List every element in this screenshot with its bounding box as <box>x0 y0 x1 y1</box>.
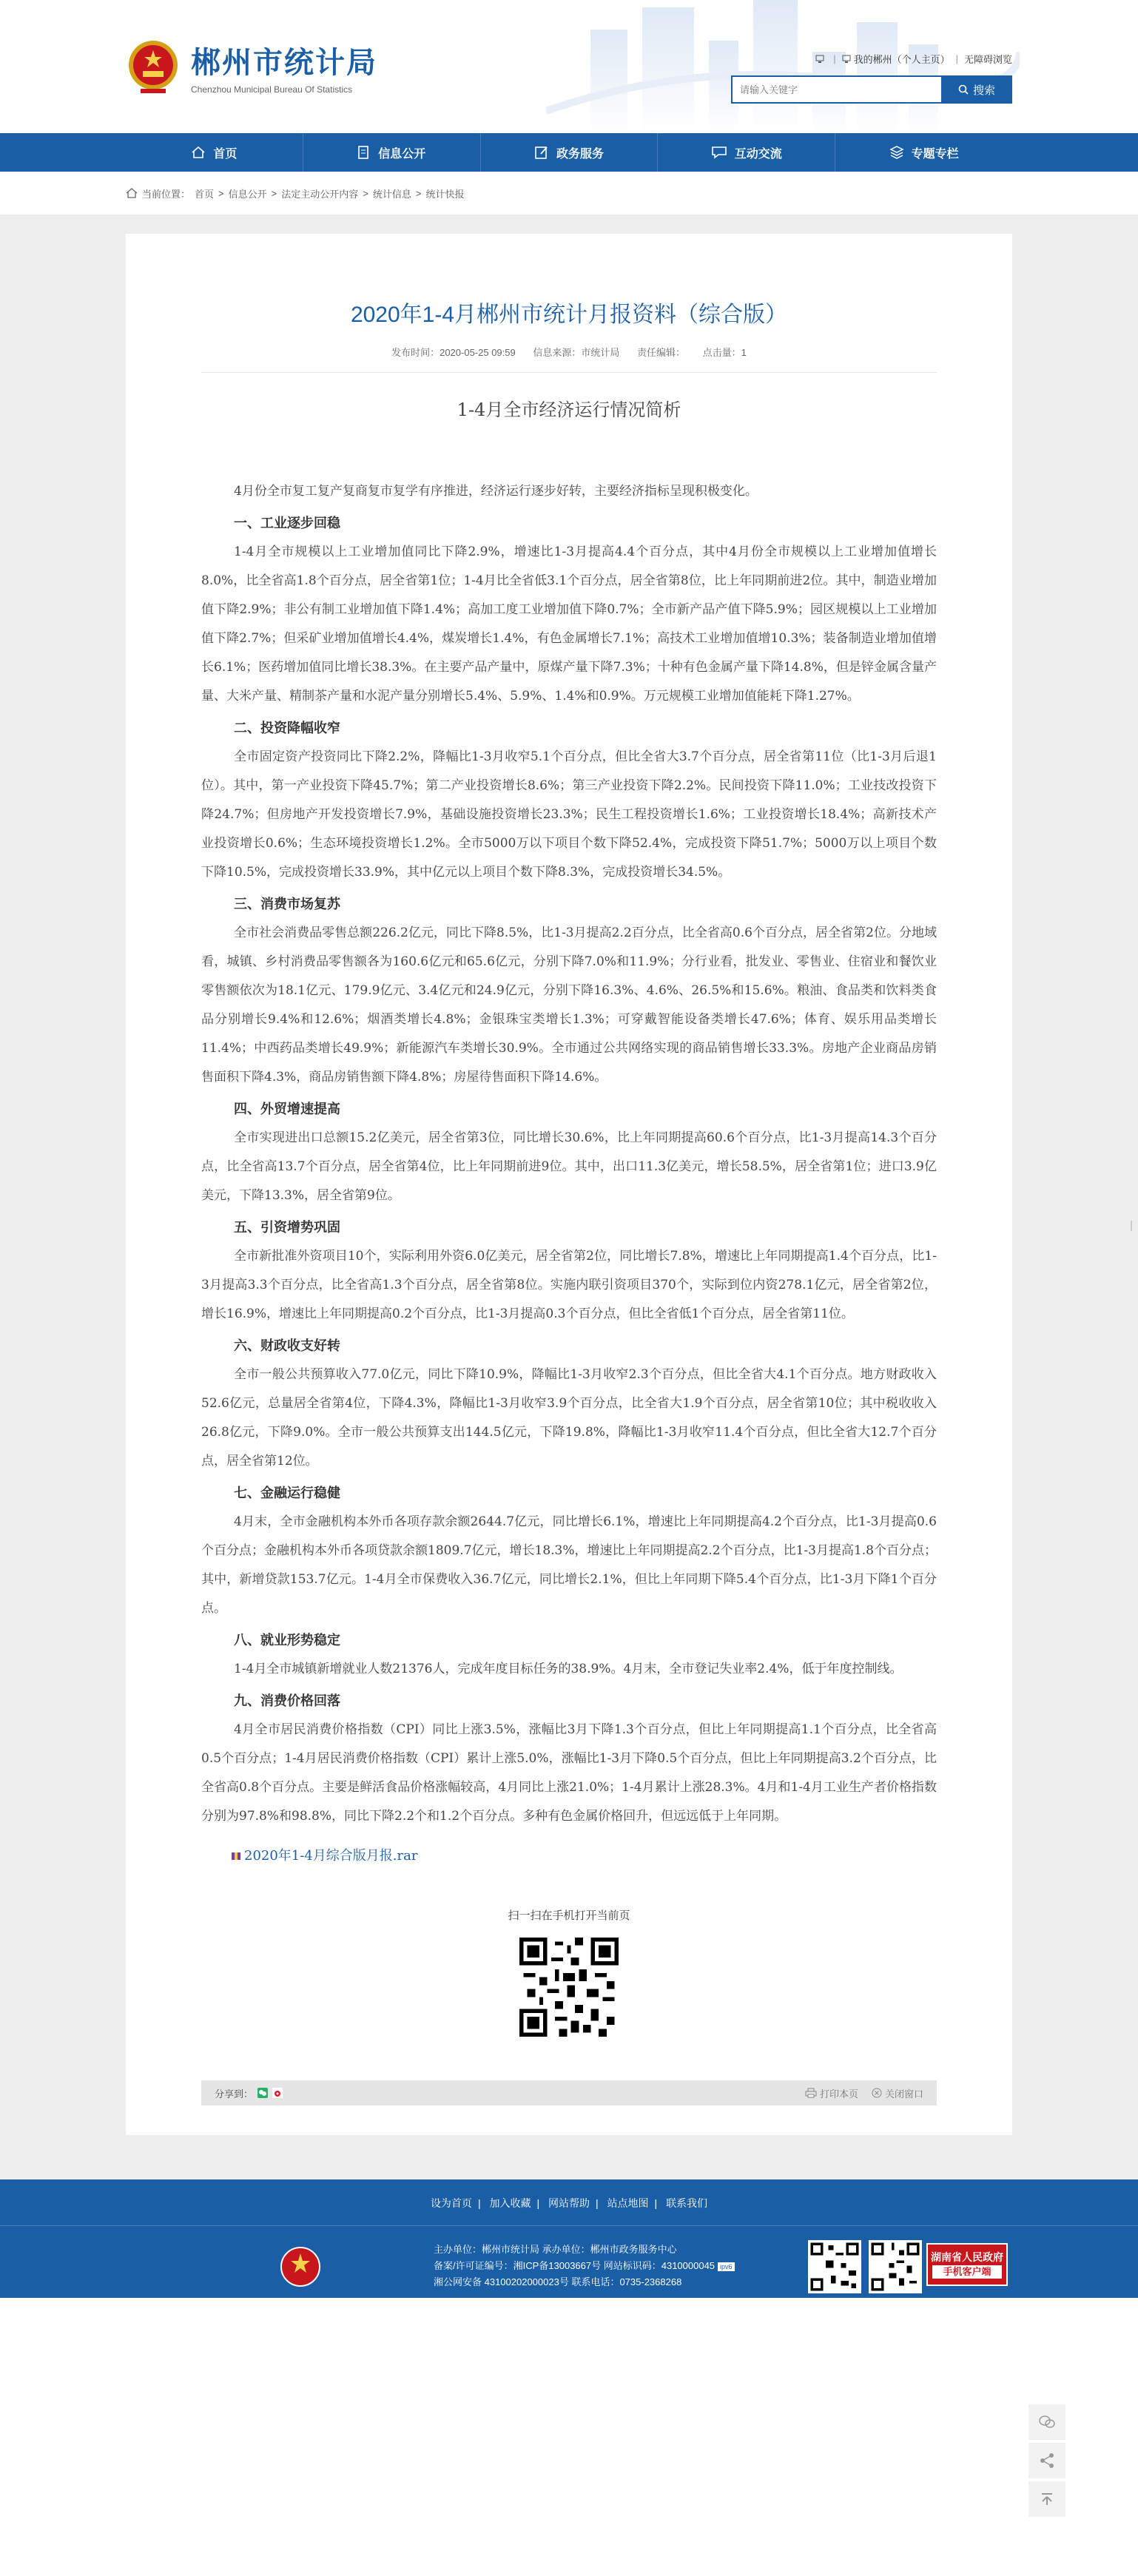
ipv6-badge: ipv6 <box>718 2262 735 2271</box>
float-wechat-button[interactable] <box>1028 2404 1065 2440</box>
wechat-qr-code-icon <box>808 2240 861 2293</box>
weibo-qr-code-icon <box>869 2240 922 2293</box>
nav-item-label: 政务服务 <box>556 147 604 161</box>
breadcrumb-item-stat-bulletin[interactable]: 统计快报 <box>425 188 465 200</box>
main-nav <box>0 133 1138 172</box>
top-link-my-chenzhou[interactable] <box>842 52 950 66</box>
content-band <box>0 215 1138 2179</box>
info-source: 信息来源：市统计局 <box>533 347 620 358</box>
footer-link-separator: | <box>536 2197 540 2209</box>
share-label: 分享到： <box>215 2088 254 2100</box>
breadcrumb <box>126 172 1012 215</box>
arrow-up-icon <box>1040 2492 1054 2506</box>
footer-host: 主办单位：郴州市统计局 承办单位：郴州市政务服务中心 <box>434 2244 677 2255</box>
footer-link-separator: | <box>477 2197 481 2209</box>
site-header <box>0 0 1138 133</box>
article-title: 2020年1-4月郴州市统计月报资料（综合版） <box>350 303 788 327</box>
article-intro: 4月份全市复工复产复商复市复学有序推进，经济运行逐步好转，主要经济指标呈现积极变化。 <box>234 484 758 499</box>
search-box <box>731 75 1012 104</box>
search-input[interactable] <box>731 75 941 104</box>
attachment-name: 2020年1-4月综合版月报.rar <box>244 1848 418 1864</box>
site-footer <box>0 2179 1138 2298</box>
wechat-icon[interactable] <box>257 2088 268 2098</box>
article-body <box>201 477 937 1870</box>
section-heading: 八、就业形势稳定 <box>234 1633 340 1648</box>
click-count: 点击量：1 <box>702 347 747 358</box>
gov-badge-line1: 湖南省人民政府 <box>931 2251 1003 2263</box>
nav-item-label: 信息公开 <box>378 147 426 161</box>
section-heading: 七、金融运行稳健 <box>234 1486 340 1501</box>
gov-badge-line2: 手机客户端 <box>932 2265 1002 2279</box>
section-text: 全市固定资产投资同比下降2.2%，降幅比1-3月收窄5.1个百分点，但比全省大3.7个百分点，居全省第11位（比1-3月后退1位）。其中，第一产业投资下降45.7%；第二产业投资增长8.6%；第三产业投资下降2.2%。民间投资下降11.0%；工业技改投资下降24.7%；但房地产开发投资增长7.9%，基础设施投资增长23.3%；民生工程投资增长1.6%；工业投资增长18.4%；高新技术产业投资增长0.6%；生态环境投资增长1.2%。全市5000万以下项目个数下降52.4%，完成投资下降51.7%；5000万以上项目个数下降10.5%，完成投资增长33.9%，其中亿元以上项目个数下降8.3%，完成投资增长34.5%。 <box>201 749 937 880</box>
layers-icon <box>889 145 904 160</box>
editor: 责任编辑： <box>637 347 686 358</box>
section-heading: 五、引资增势巩固 <box>234 1220 340 1235</box>
section-text: 全市社会消费品零售总额226.2亿元，同比下降8.5%，比1-3月提高2.2百分点，比全省高0.6个百分点，居全省第2位。分地域看，城镇、乡村消费品零售额各为160.6亿元和65.6亿元，分别下降7.0%和11.9%；分行业看，批发业、零售业、住宿业和餐饮业零售额依次为18.1亿元、179.9亿元、3.4亿元和24.9亿元，分别下降16.3%、4.6%、26.5%和15.6%。粮油、食品类和饮料类食品分别增长9.4%和12.6%；烟酒类增长4.8%；金银珠宝类增长1.3%；可穿戴智能设备类增长47.6%；体育、娱乐用品类增长11.4%；中西药品类增长49.9%；新能源汽车类增长30.9%。全市通过公共网络实现的商品销售增长33.3%。房地产企业商品房销售面积下降4.3%，商品房销售额下降4.8%；房屋待售面积下降14.6%。 <box>201 925 937 1085</box>
floating-toolbar <box>1028 2404 1065 2517</box>
nav-item-interaction[interactable] <box>658 133 835 172</box>
article-card <box>126 234 1012 2135</box>
float-share-button[interactable] <box>1028 2443 1065 2478</box>
close-icon <box>872 2088 882 2098</box>
section-heading: 四、外贸增速提高 <box>234 1102 340 1117</box>
publish-time: 发布时间：2020-05-25 09:59 <box>391 347 516 358</box>
edit-icon <box>534 145 549 160</box>
wechat-icon <box>1038 2415 1056 2430</box>
footer-link-favorite[interactable]: 加入收藏 <box>489 2197 531 2209</box>
breadcrumb-separator: > <box>363 187 368 199</box>
nav-item-home[interactable] <box>126 133 303 172</box>
gov-site-badge-icon[interactable] <box>280 2246 321 2287</box>
breadcrumb-item-home[interactable]: 首页 <box>195 188 215 200</box>
chat-icon <box>711 146 727 159</box>
section-text: 4月末，全市金融机构本外币各项存款余额2644.7亿元，同比增长6.1%，增速比上年同期提高4.2个百分点，比1-3月提高0.6个百分点；金融机构本外币各项贷款余额1809.7亿元，增长18.3%，增速比上年同期提高2.2个百分点，比1-3月提高1.8个百分点；其中，新增贷款153.7亿元。1-4月全市保费收入36.7亿元，同比增长2.1%，但比上年同期下降5.4个百分点，比1-3月下降1个百分点。 <box>201 1514 937 1616</box>
breadcrumb-item-statutory[interactable]: 法定主动公开内容 <box>281 188 359 200</box>
footer-link-separator: | <box>654 2197 658 2209</box>
scrollbar-marker[interactable] <box>1131 1221 1135 1231</box>
share-bar <box>201 2080 937 2105</box>
home-icon <box>191 146 206 159</box>
nav-item-special-topics[interactable] <box>835 133 1012 172</box>
footer-icp-row <box>434 2258 735 2274</box>
archive-file-icon <box>231 1851 241 1861</box>
print-button[interactable] <box>805 2086 858 2100</box>
national-emblem-icon <box>126 37 181 96</box>
site-name-en: Chenzhou Municipal Bureau Of Statistics <box>191 84 353 95</box>
nav-item-label: 专题专栏 <box>911 147 959 161</box>
nav-item-label: 互动交流 <box>734 147 782 161</box>
section-heading: 九、消费价格回落 <box>234 1693 340 1709</box>
header-skyline-decoration <box>546 0 1020 133</box>
footer-icp: 备案/许可证编号：湘ICP备13003667号 网站标识码：4310000045 <box>434 2260 716 2271</box>
article-subtitle: 1-4月全市经济运行情况简析 <box>457 399 681 420</box>
top-link-label-1: 我的郴州（个人主页） <box>853 54 950 65</box>
footer-link-help[interactable]: 网站帮助 <box>548 2197 590 2209</box>
search-icon <box>958 84 969 95</box>
qr-block <box>201 1907 937 2039</box>
back-to-top-button[interactable] <box>1028 2481 1065 2517</box>
site-name: 郴州市统计局 <box>191 44 377 80</box>
section-heading: 六、财政收支好转 <box>234 1338 340 1354</box>
search-button[interactable] <box>941 75 1012 104</box>
article-meta <box>201 345 937 373</box>
section-text: 全市实现进出口总额15.2亿美元，居全省第3位，同比增长30.6%，比上年同期提高60.6个百分点，比1-3月提高14.3个百分点，比全省高13.7个百分点，居全省第4位，比上年同期前进9位。其中，出口11.3亿美元，增长58.5%，居全省第1位；进口3.9亿美元，下降13.3%，居全省第9位。 <box>201 1130 937 1203</box>
section-text: 1-4月全市规模以上工业增加值同比下降2.9%，增速比1-3月提高4.4个百分点，其中4月份全市规模以上工业增加值增长8.0%，比全省高1.8个百分点，居全省第1位；1-4月比全省低3.1个百分点，居全省第8位，比上年同期前进2位。其中，制造业增加值下降2.9%；非公有制工业增加值下降1.4%；高加工度工业增加值下降0.7%；全市新产品产值下降5.9%；园区规模以上工业增加值下降2.7%；但采矿业增加值增长4.4%，煤炭增长1.4%，有色金属增长7.1%；高技术工业增加值增10.3%；装备制造业增加值增长6.1%；医药增加值同比增长38.3%。在主要产品产量中，原煤产量下降7.3%；十种有色金属产量下降14.8%，但是锌金属含量产量、大米产量、精制茶产量和水泥产量分别增长5.4%、5.9%、1.4%和0.9%。万元规模工业增加值能耗下降1.27%。 <box>201 544 937 704</box>
nav-item-gov-services[interactable] <box>481 133 659 172</box>
close-window-button[interactable] <box>872 2086 923 2100</box>
nav-item-info-disclosure[interactable] <box>303 133 481 172</box>
breadcrumb-item-info[interactable]: 信息公开 <box>228 188 267 200</box>
breadcrumb-separator: > <box>415 187 422 199</box>
top-link-label-2: 无障碍浏览 <box>963 54 1012 65</box>
qr-code-icon <box>519 1938 619 2037</box>
breadcrumb-item-stat-info[interactable]: 统计信息 <box>372 188 411 200</box>
nav-item-label: 首页 <box>213 147 238 161</box>
section-text: 全市新批准外资项目10个，实际利用外资6.0亿美元，居全省第2位，同比增长7.8%，增速比上年同期提高1.4个百分点，比1-3月提高3.3个百分点，比全省高1.3个百分点，居全省第8位。实施内联引资项目370个，实际到位内资278.1亿元，居全省第2位，增长16.9%，增速比上年同期提高0.2个百分点，比1-3月提高0.3个百分点，但比全省低1个百分点，居全省第11位。 <box>201 1249 937 1321</box>
hunan-gov-app-badge[interactable] <box>926 2243 1008 2286</box>
home-icon <box>126 188 138 198</box>
attachment-link[interactable] <box>201 1841 937 1870</box>
share-icon <box>1039 2452 1055 2469</box>
footer-info <box>434 2242 735 2290</box>
weibo-icon[interactable] <box>272 2088 283 2098</box>
section-heading: 二、投资降幅收窄 <box>234 721 340 736</box>
footer-links <box>0 2196 1138 2211</box>
footer-link-contact[interactable]: 联系我们 <box>666 2197 708 2209</box>
monitor-icon <box>815 55 824 64</box>
top-link-accessibility-toggle[interactable] <box>815 55 827 64</box>
footer-link-set-home[interactable]: 设为首页 <box>430 2197 472 2209</box>
section-heading: 一、工业逐步回稳 <box>234 516 340 531</box>
section-text: 1-4月全市城镇新增就业人数21376人，完成年度目标任务的38.9%。4月末，全市登记失业率2.4%，低于年度控制线。 <box>234 1662 903 1676</box>
printer-icon <box>805 2088 817 2098</box>
breadcrumb-separator: > <box>218 187 224 199</box>
document-icon <box>357 145 371 160</box>
close-label: 关闭窗口 <box>884 2088 923 2100</box>
section-text: 全市一般公共预算收入77.0亿元，同比下降10.9%，降幅比1-3月收窄2.3个百分点，但比全省大4.1个百分点。地方财政收入52.6亿元，总量居全省第4位，下降4.3%，降幅比1-3月收窄3.9个百分点，比全省大1.9个百分点，居全省第10位；其中税收收入26.8亿元，下降9.0%。全市一般公共预算支出144.5亿元，下降19.8%，降幅比1-3月收窄11.4个百分点，但比全省大12.7个百分点，居全省第12位。 <box>201 1367 937 1469</box>
monitor-icon <box>842 55 851 64</box>
top-link-accessibility[interactable] <box>964 52 1012 66</box>
search-button-label: 搜索 <box>972 84 995 97</box>
section-text: 4月全市居民消费价格指数（CPI）同比上涨3.5%，涨幅比3月下降1.3个百分点，但比上年同期提高1.1个百分点，比全省高0.5个百分点；1-4月居民消费价格指数（CPI）累计上涨5.0%，涨幅比1-3月下降0.5个百分点，但比上年同期提高3.2个百分点，比全省高0.8个百分点。主要是鲜活食品价格涨幅较高，4月同比上涨21.0%；1-4月累计上涨28.3%。4月和1-4月工业生产者价格指数分别为97.8%和98.8%，同比下降2.2个和1.2个百分点。多种有色金属价格回升，但远远低于上年同期。 <box>201 1722 937 1824</box>
site-logo[interactable] <box>126 37 377 96</box>
footer-divider <box>0 2225 1138 2226</box>
footer-police: 湘公网安备 43100202000023号 联系电话：0735-2368268 <box>434 2276 682 2287</box>
footer-link-separator: | <box>596 2197 599 2209</box>
breadcrumb-separator: > <box>271 187 277 199</box>
footer-link-sitemap[interactable]: 站点地图 <box>607 2197 649 2209</box>
breadcrumb-prefix: 当前位置： <box>142 188 191 200</box>
print-label: 打印本页 <box>819 2088 858 2100</box>
qr-label: 扫一扫在手机打开当前页 <box>508 1909 630 1922</box>
section-heading: 三、消费市场复苏 <box>234 897 340 912</box>
top-links: | 我的郴州（个人主页） | 无障碍浏览 <box>815 52 1012 66</box>
